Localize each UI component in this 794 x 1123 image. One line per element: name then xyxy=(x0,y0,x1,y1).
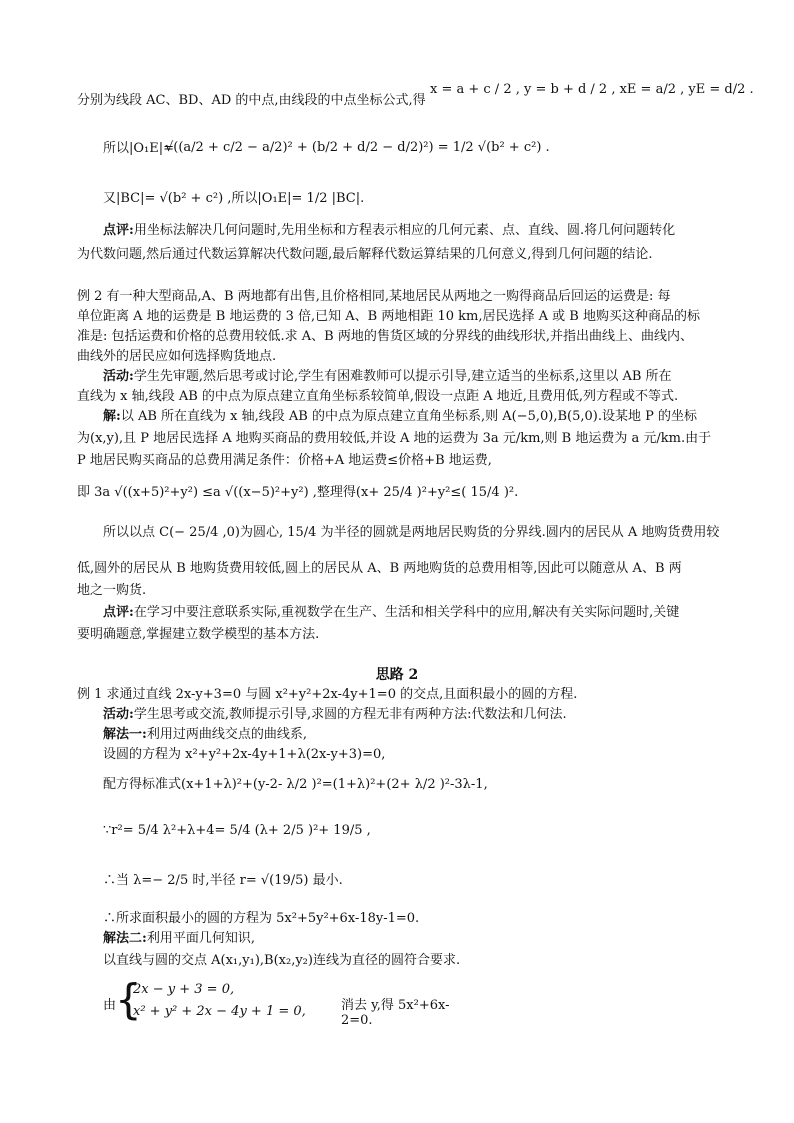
text-line: 所以以点 C(− 25/4 ,0)为圆心, 15/4 为半径的圆就是两地居民购货的分界线.圆内的居民从 A 地购货费用较 xyxy=(103,525,720,540)
text-line: 分别为线段 AC、BD、AD 的中点,由线段的中点坐标公式,得 xyxy=(77,93,426,108)
text-line: 以直线与圆的交点 A(x₁,y₁),B(x₂,y₂)连线为直径的圆符合要求. xyxy=(103,953,461,968)
example-line: 例 1 求通过直线 2x-y+3=0 与圆 x²+y²+2x-4y+1=0 的交点,且面积最小的圆的方程. xyxy=(77,687,578,702)
text-line: 配方得标准式(x+1+λ)²+(y-2- λ/2 )²=(1+λ)²+(2+ λ/2 )²-3λ-1, xyxy=(103,777,488,792)
activity-line: 活动:学生思考或交流,教师提示引导,求圆的方程无非有两种方法:代数法和几何法. xyxy=(103,707,567,722)
section-heading: 思路 2 xyxy=(375,667,419,683)
text-line: 所以|O₁E|= xyxy=(103,141,175,156)
text-line: 又|BC|= √(b² + c²) ,所以|O₁E|= 1/2 |BC|. xyxy=(103,191,365,206)
text-line: ∴当 λ=− 2/5 时,半径 r= √(19/5) 最小. xyxy=(103,873,343,888)
text-line: 为(x,y),且 P 地居民选择 A 地购买商品的费用较低,并设 A 地的运费为 3a 元/km,则 B 地运费为 a 元/km.由于 xyxy=(77,431,712,446)
solution-line: 解法二:利用平面几何知识, xyxy=(103,931,255,946)
text-line: 为代数问题,然后通过代数运算解决代数问题,最后解释代数运算结果的几何意义,得到几何问题的结论. xyxy=(77,247,653,262)
text-line: 地之一购货. xyxy=(77,583,147,598)
text-line: 设圆的方程为 x²+y²+2x-4y+1+λ(2x-y+3)=0, xyxy=(103,747,386,762)
text-line: ∴所求面积最小的圆的方程为 5x²+5y²+6x-18y-1=0. xyxy=(103,911,420,926)
solution-line: 解:以 AB 所在直线为 x 轴,线段 AB 的中点为原点建立直角坐标系,则 A(−5,0),B(5,0).设某地 P 的坐标 xyxy=(103,409,697,424)
text-line: P 地居民购买商品的总费用满足条件：价格+A 地运费≤价格+B 地运费, xyxy=(77,453,492,468)
text-line: 要明确题意,掌握建立数学模型的基本方法. xyxy=(77,627,320,642)
inequality-line: 即 3a √((x+5)²+y²) ≤a √((x−5)²+y²) ,整理得(x+ 25/4 )²+y²≤( 15/4 )². xyxy=(77,485,519,500)
activity-line: 活动:学生先审题,然后思考或讨论,学生有困难教师可以提示引导,建立适当的坐标系,这里以 AB 所在 xyxy=(103,369,672,384)
text-line: ∵r²= 5/4 λ²+λ+4= 5/4 (λ+ 2/5 )²+ 19/5 , xyxy=(103,823,371,838)
example-line: 例 2 有一种大型商品,A、B 两地都有出售,且价格相同,某地居民从两地之一购得商品后回运的运费是: 每 xyxy=(77,289,671,304)
text-line: 单位距离 A 地的运费是 B 地运费的 3 倍,已知 A、B 两地相距 10 km,居民选择 A 或 B 地购买这种商品的标 xyxy=(77,309,700,324)
solution-line: 解法一:利用过两曲线交点的曲线系, xyxy=(103,727,307,742)
text-line: 低,圆外的居民从 B 地购货费用较低,圆上的居民从 A、B 两地购货的总费用相等,因此可以随意从 A、B 两 xyxy=(77,561,682,576)
brace-icon: { xyxy=(115,975,142,1024)
comment-line: 点评:用坐标法解决几何问题时,先用坐标和方程表示相应的几何元素、点、直线、圆.将几何问题转化 xyxy=(103,223,676,238)
equation-system: 由 { 2x − y + 3 = 0, x² + y² + 2x − 4y + 1 = 0, 消去 y,得 5x²+6x-2=0. xyxy=(103,975,450,1028)
text-line: 直线为 x 轴,线段 AB 的中点为原点建立直角坐标系较简单,假设一点距 A 地近,且费用低,列方程或不等式. xyxy=(77,389,679,404)
text-line: 曲线外的居民应如何选择购货地点. xyxy=(77,349,277,364)
text-line: 准是: 包括运费和价格的总费用较低.求 A、B 两地的售货区域的分界线的曲线形状,并指出曲线上、曲线内、 xyxy=(77,329,693,344)
distance-formula: √((a/2 + c/2 − a/2)² + (b/2 + d/2 − d/2)²) = 1/2 √(b² + c²) . xyxy=(165,140,550,155)
midpoint-formula: x = a + c / 2 , y = b + d / 2 , xE = a/2 , yE = d/2 . xyxy=(430,82,754,97)
comment-line: 点评:在学习中要注意联系实际,重视数学在生产、生活和相关学科中的应用,解决有关实际问题时,关键 xyxy=(103,605,680,620)
